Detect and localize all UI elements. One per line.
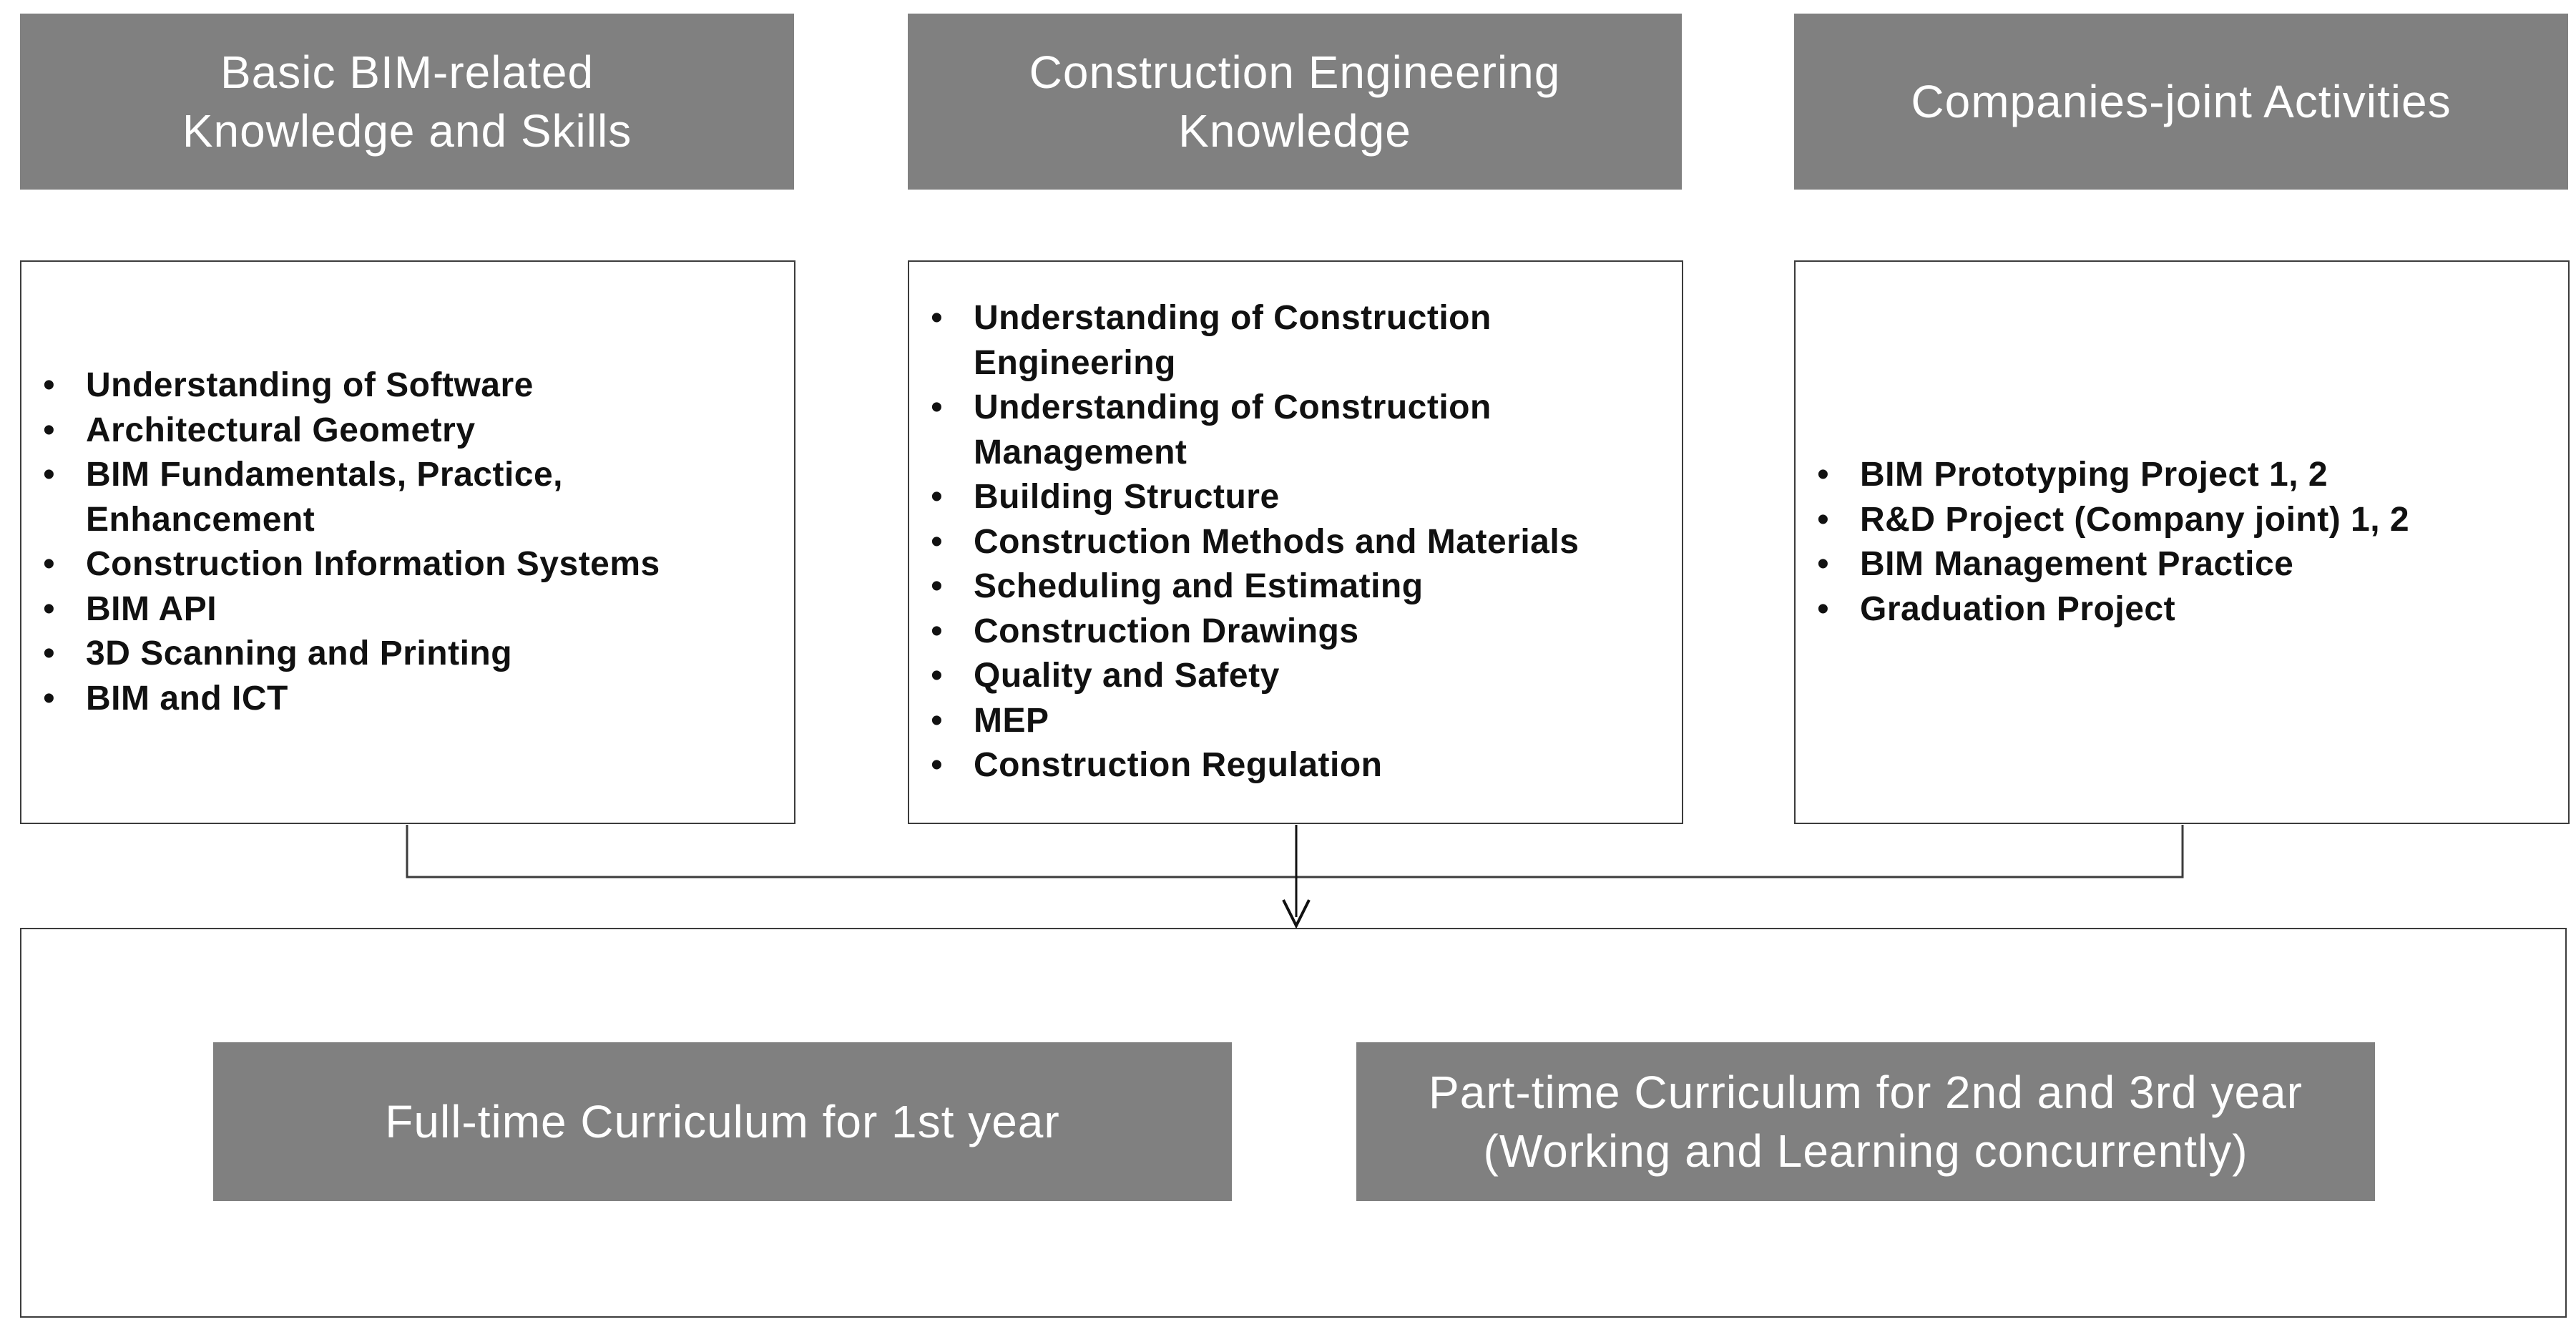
list-item: • Graduation Project (1796, 587, 2409, 632)
list-item: • Quality and Safety (909, 654, 1579, 699)
list-item: • Construction Methods and Materials (909, 520, 1579, 565)
list-item: • BIM Fundamentals, Practice, Enhancement (21, 453, 622, 542)
list-item: • BIM Management Practice (1796, 542, 2409, 587)
header-bim-skills-line-2: Knowledge and Skills (182, 105, 632, 157)
list-item: • MEP (909, 699, 1579, 744)
list-item: • Understanding of Software (21, 363, 660, 408)
header-construction-engineering-line-1: Construction Engineering (1029, 46, 1561, 98)
header-bim-skills-line-1: Basic BIM-related (220, 46, 594, 98)
part-time-curriculum-line-1: Part-time Curriculum for 2nd and 3rd year (1429, 1067, 2303, 1118)
header-companies-joint-line-1: Companies-joint Activities (1911, 76, 2452, 127)
list-item: • BIM and ICT (21, 677, 660, 722)
list-item: • Construction Drawings (909, 609, 1579, 655)
list-item: • Scheduling and Estimating (909, 564, 1579, 609)
list-item: • R&D Project (Company joint) 1, 2 (1796, 498, 2409, 543)
list-item: • Understanding of Construction Engineering (909, 296, 1546, 386)
list-item: • Understanding of Construction Management (909, 386, 1546, 475)
list-item: • 3D Scanning and Printing (21, 632, 660, 677)
list-item: • Building Structure (909, 475, 1579, 520)
header-construction-engineering-line-2: Knowledge (1178, 105, 1411, 157)
list-item: • BIM Prototyping Project 1, 2 (1796, 453, 2409, 498)
connector-right (1296, 825, 2183, 877)
list-item: • BIM API (21, 587, 660, 632)
connector-left (407, 825, 1296, 877)
list-item: • Construction Information Systems (21, 542, 660, 587)
list-item: • Architectural Geometry (21, 408, 660, 454)
list-item: • Construction Regulation (909, 743, 1579, 788)
full-time-curriculum-label: Full-time Curriculum for 1st year (385, 1096, 1060, 1147)
part-time-curriculum-line-2: (Working and Learning concurrently) (1483, 1125, 2248, 1177)
